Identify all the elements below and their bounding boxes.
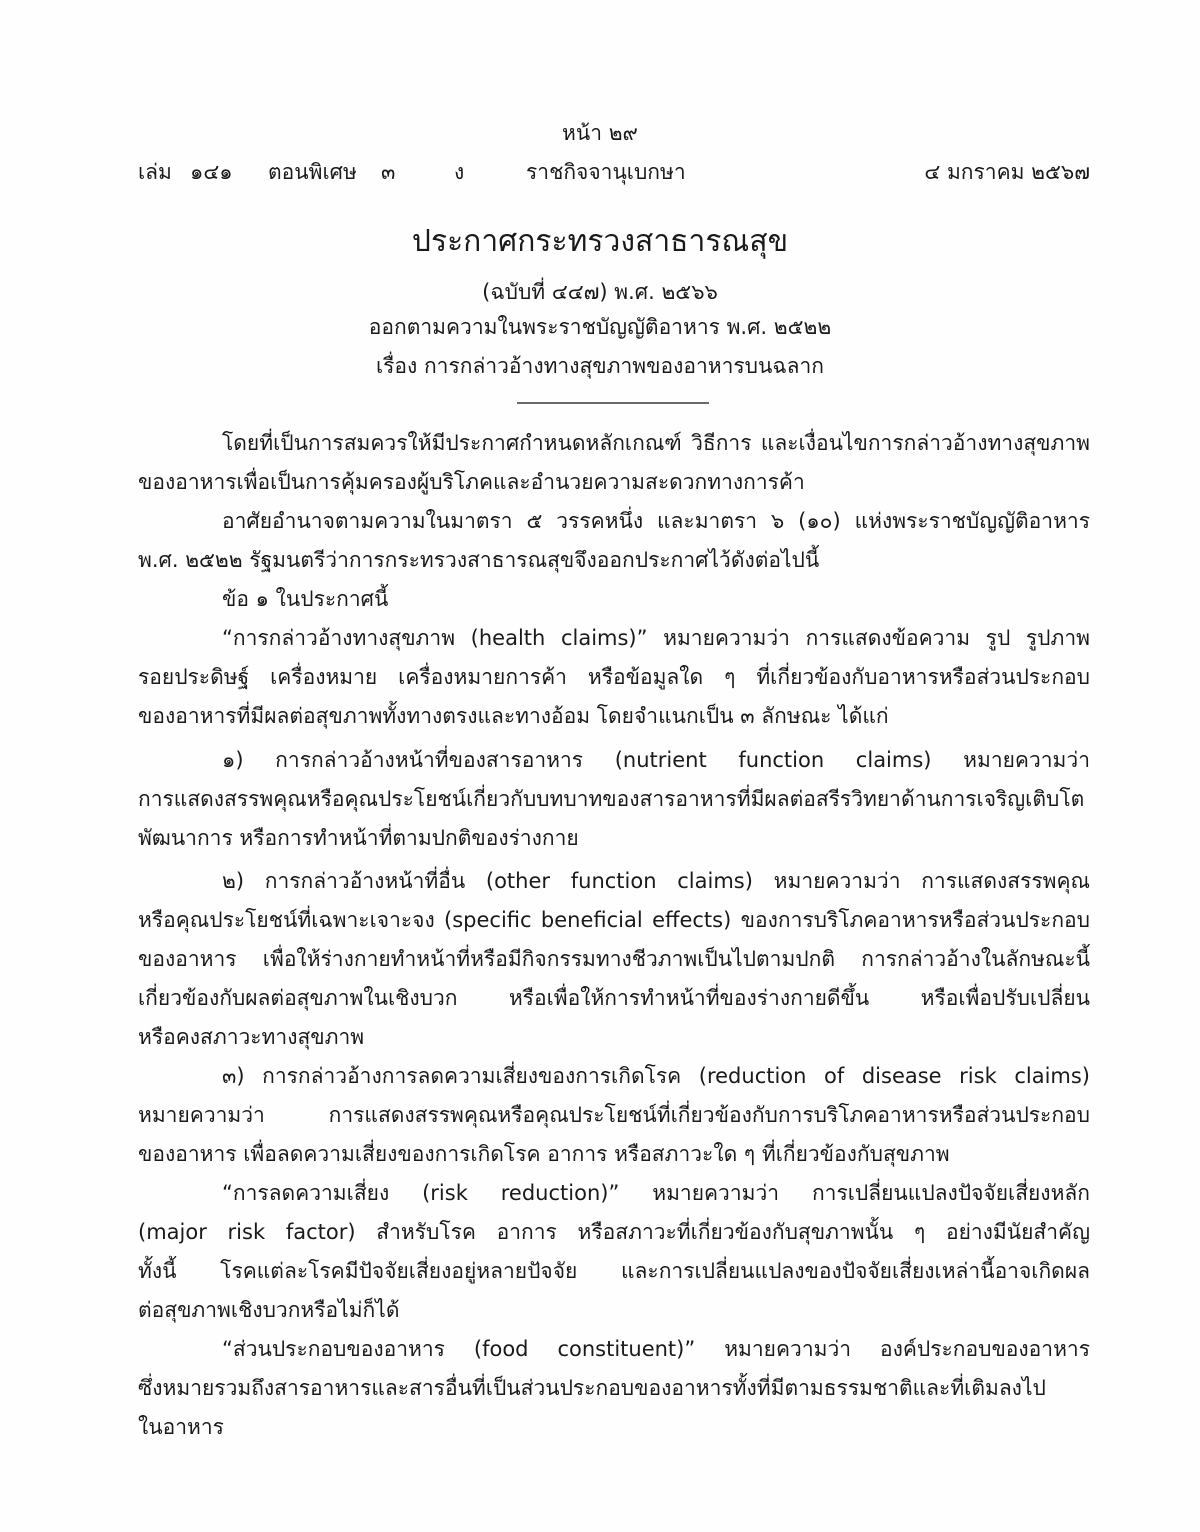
body-line: ของอาหาร เพื่อให้ร่างกายทำหน้าที่หรือมีกิจกรรมทางชีวภาพเป็นไปตามปกติ การกล่าวอ้างในลักษณะนี้ — [138, 947, 1090, 971]
title-divider — [517, 402, 709, 404]
section-number: ๓ — [381, 160, 396, 184]
announcement-issue: (ฉบับที่ ๔๔๗) พ.ศ. ๒๕๖๖ — [482, 280, 718, 304]
body-line: (major risk factor) สำหรับโรค อาการ หรือสภาวะที่เกี่ยวข้องกับสุขภาพนั้น ๆ อย่างมีนัยสำคัญ — [138, 1220, 1090, 1244]
section-letter: ง — [454, 160, 465, 184]
publication-date: ๔ มกราคม ๒๕๖๗ — [924, 160, 1090, 184]
announcement-authority: ออกตามความในพระราชบัญญัติอาหาร พ.ศ. ๒๕๒๒ — [368, 315, 832, 339]
body-line: “ส่วนประกอบของอาหาร (food constituent)” หมายความว่า องค์ประกอบของอาหาร — [222, 1337, 1090, 1361]
volume-label: เล่ม — [138, 160, 172, 184]
body-line: ทั้งนี้ โรคแต่ละโรคมีปัจจัยเสี่ยงอยู่หลายปัจจัย และการเปลี่ยนแปลงของปัจจัยเสี่ยงเหล่านี้อาจเกิดผล — [138, 1259, 1090, 1283]
body-line: รอยประดิษฐ์ เครื่องหมาย เครื่องหมายการค้า หรือข้อมูลใด ๆ ที่เกี่ยวข้องกับอาหารหรือส่วนประกอบ — [138, 665, 1090, 689]
body-line: ๑) การกล่าวอ้างหน้าที่ของสารอาหาร (nutrient function claims) หมายความว่า — [222, 748, 1090, 772]
body-line: หรือคุณประโยชน์ที่เฉพาะเจาะจง (specific beneficial effects) ของการบริโภคอาหารหรือส่วนประกอบ — [138, 908, 1090, 932]
body-line: “การกล่าวอ้างทางสุขภาพ (health claims)” หมายความว่า การแสดงข้อความ รูป รูปภาพ — [222, 626, 1090, 650]
page-number: หน้า ๒๙ — [562, 121, 638, 145]
body-line: ต่อสุขภาพเชิงบวกหรือไม่ก็ได้ — [138, 1298, 400, 1322]
body-line: พ.ศ. ๒๕๒๒ รัฐมนตรีว่าการกระทรวงสาธารณสุขจึงออกประกาศไว้ดังต่อไปนี้ — [138, 548, 820, 572]
body-line: ซึ่งหมายรวมถึงสารอาหารและสารอื่นที่เป็นส่วนประกอบของอาหารทั้งที่มีตามธรรมชาติและที่เติมลงไป — [138, 1376, 1046, 1400]
announcement-title: ประกาศกระทรวงสาธารณสุข — [411, 224, 789, 259]
body-line: อาศัยอำนาจตามความในมาตรา ๕ วรรคหนึ่ง และมาตรา ๖ (๑๐) แห่งพระราชบัญญัติอาหาร — [222, 509, 1090, 533]
clause-heading: ข้อ ๑ ในประกาศนี้ — [222, 587, 389, 611]
volume-number: ๑๔๑ — [190, 160, 233, 184]
body-line: หรือคงสภาวะทางสุขภาพ — [138, 1025, 365, 1049]
body-line: เกี่ยวข้องกับผลต่อสุขภาพในเชิงบวก หรือเพื่อให้การทำหน้าที่ของร่างกายดีขึ้น หรือเพื่อปรับเปลี่ยน — [138, 986, 1090, 1010]
body-line: ของอาหาร เพื่อลดความเสี่ยงของการเกิดโรค อาการ หรือสภาวะใด ๆ ที่เกี่ยวข้องกับสุขภาพ — [138, 1142, 950, 1166]
body-line: ของอาหารที่มีผลต่อสุขภาพทั้งทางตรงและทางอ้อม โดยจำแนกเป็น ๓ ลักษณะ ได้แก่ — [138, 704, 889, 728]
body-line: ของอาหารเพื่อเป็นการคุ้มครองผู้บริโภคและอำนวยความสะดวกทางการค้า — [138, 470, 805, 494]
section-label: ตอนพิเศษ — [268, 160, 357, 184]
body-line: หมายความว่า การแสดงสรรพคุณหรือคุณประโยชน์ที่เกี่ยวข้องกับการบริโภคอาหารหรือส่วนประกอบ — [138, 1103, 1090, 1127]
body-line: การแสดงสรรพคุณหรือคุณประโยชน์เกี่ยวกับบทบาทของสารอาหารที่มีผลต่อสรีรวิทยาด้านการเจริญเติบโต — [138, 787, 1085, 811]
body-line: พัฒนาการ หรือการทำหน้าที่ตามปกติของร่างกาย — [138, 826, 579, 850]
body-line: ในอาหาร — [138, 1415, 224, 1439]
gazette-name: ราชกิจจานุเบกษา — [526, 160, 686, 184]
gazette-header — [0, 157, 1200, 187]
body-line: ๒) การกล่าวอ้างหน้าที่อื่น (other function claims) หมายความว่า การแสดงสรรพคุณ — [222, 869, 1090, 893]
announcement-subject: เรื่อง การกล่าวอ้างทางสุขภาพของอาหารบนฉลาก — [375, 354, 825, 378]
body-line: ๓) การกล่าวอ้างการลดความเสี่ยงของการเกิดโรค (reduction of disease risk claims) — [222, 1064, 1090, 1088]
body-line: “การลดความเสี่ยง (risk reduction)” หมายความว่า การเปลี่ยนแปลงปัจจัยเสี่ยงหลัก — [222, 1181, 1090, 1205]
body-line: โดยที่เป็นการสมควรให้มีประกาศกำหนดหลักเกณฑ์ วิธีการ และเงื่อนไขการกล่าวอ้างทางสุขภาพ — [222, 431, 1090, 455]
